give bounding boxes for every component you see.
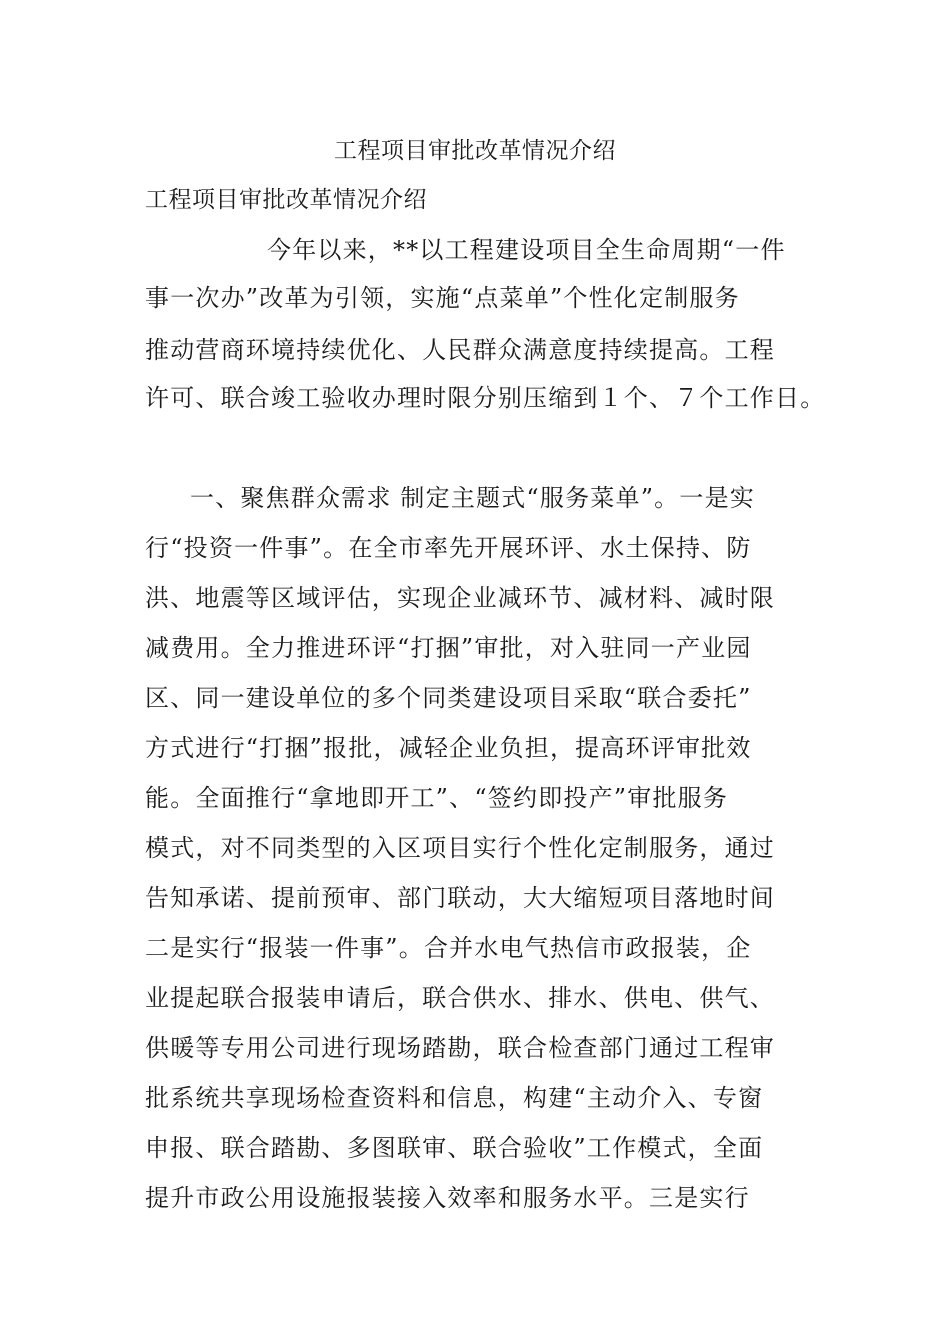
paragraph-line: 提升市政公用设施报装接入效率和服务水平。三是实行	[145, 1184, 750, 1212]
paragraph-line: 批系统共享现场检查资料和信息，构建“主动介入、专窗	[145, 1084, 764, 1112]
document-title: 工程项目审批改革情况介绍	[334, 138, 616, 164]
paragraph-line: 洪、地震等区域评估，实现企业减环节、减材料、减时限	[145, 584, 775, 612]
paragraph-line: 方式进行“打捆”报批，减轻企业负担，提高环评审批效	[145, 734, 752, 762]
paragraph-line: 一、聚焦群众需求 制定主题式“服务菜单”。一是实	[190, 484, 755, 512]
paragraph-line: 模式，对不同类型的入区项目实行个性化定制服务，通过	[145, 834, 775, 862]
paragraph-line: 供暖等专用公司进行现场踏勘，联合检查部门通过工程审	[145, 1034, 775, 1062]
paragraph-line: 今年以来，**以工程建设项目全生命周期“一件	[267, 236, 786, 264]
paragraph-line: 能。全面推行“拿地即开工”、“签约即投产”审批服务	[145, 784, 729, 812]
paragraph-line: 行“投资一件事”。在全市率先开展环评、水土保持、防	[145, 534, 752, 562]
paragraph-line: 业提起联合报装申请后，联合供水、排水、供电、供气、	[145, 984, 775, 1012]
document-subtitle: 工程项目审批改革情况介绍	[145, 187, 427, 213]
paragraph-line: 许可、联合竣工验收办理时限分别压缩到１个、７个工作日。	[145, 384, 826, 412]
paragraph-line: 区、同一建设单位的多个同类建设项目采取“联合委托”	[145, 684, 752, 712]
paragraph-line: 申报、联合踏勘、多图联审、联合验收”工作模式，全面	[145, 1134, 764, 1162]
paragraph-line: 事一次办”改革为引领，实施“点菜单”个性化定制服务	[145, 284, 740, 312]
paragraph-line: 二是实行“报装一件事”。合并水电气热信市政报装，企	[145, 934, 752, 962]
paragraph-line: 减费用。全力推进环评“打捆”审批，对入驻同一产业园	[145, 634, 752, 662]
paragraph-line: 推动营商环境持续优化、人民群众满意度持续提高。工程	[145, 336, 775, 364]
paragraph-line: 告知承诺、提前预审、部门联动，大大缩短项目落地时间	[145, 884, 775, 912]
